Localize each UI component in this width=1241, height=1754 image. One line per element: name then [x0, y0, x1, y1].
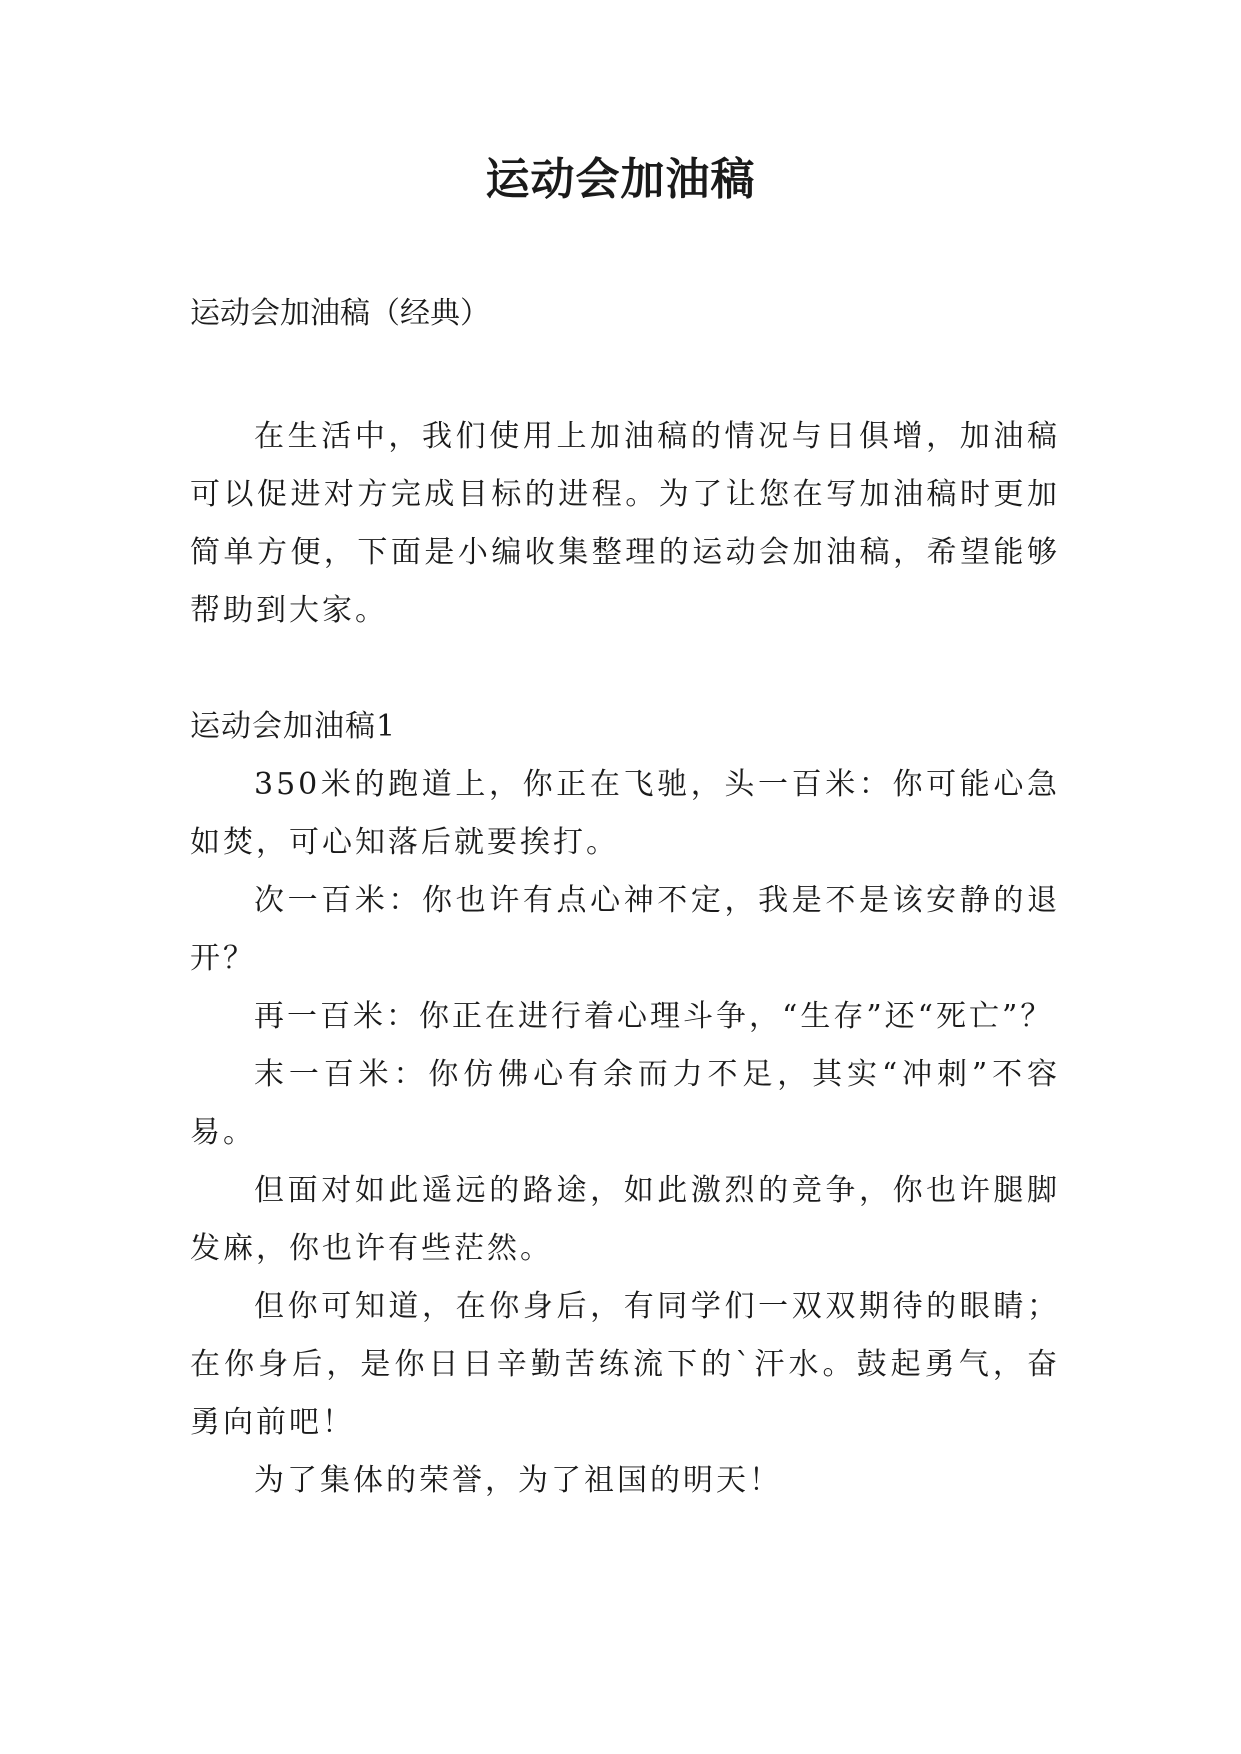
body-paragraph: 但面对如此遥远的路途，如此激烈的竞争，你也许腿脚发麻，你也许有些茫然。	[190, 1173, 1060, 1266]
body-paragraph: 350米的跑道上，你正在飞驰，头一百米：你可能心急如焚，可心知落后就要挨打。	[190, 767, 1060, 860]
intro-block	[190, 408, 1060, 640]
body-paragraph: 但你可知道，在你身后，有同学们一双双期待的眼睛；在你身后，是你日日辛勤苦练流下的`汗水。鼓起勇气，奋勇向前吧！	[190, 1289, 1060, 1440]
document-subtitle: 运动会加油稿（经典）	[190, 296, 490, 331]
section-heading: 运动会加油稿1	[190, 709, 397, 744]
document-title: 运动会加油稿	[485, 154, 756, 205]
body-paragraph: 为了集体的荣誉，为了祖国的明天！	[254, 1463, 782, 1498]
intro-paragraph: 在生活中，我们使用上加油稿的情况与日俱增，加油稿可以促进对方完成目标的进程。为了让您在写加油稿时更加简单方便，下面是小编收集整理的运动会加油稿，希望能够帮助到大家。	[190, 419, 1060, 628]
body-paragraph: 再一百米：你正在进行着心理斗争，“生存”还“死亡”？	[254, 999, 1054, 1034]
section-1	[190, 698, 1060, 1510]
body-paragraph: 次一百米：你也许有点心神不定，我是不是该安静的退开？	[190, 883, 1060, 976]
body-paragraph: 末一百米：你仿佛心有余而力不足，其实“冲刺”不容易。	[190, 1057, 1060, 1150]
